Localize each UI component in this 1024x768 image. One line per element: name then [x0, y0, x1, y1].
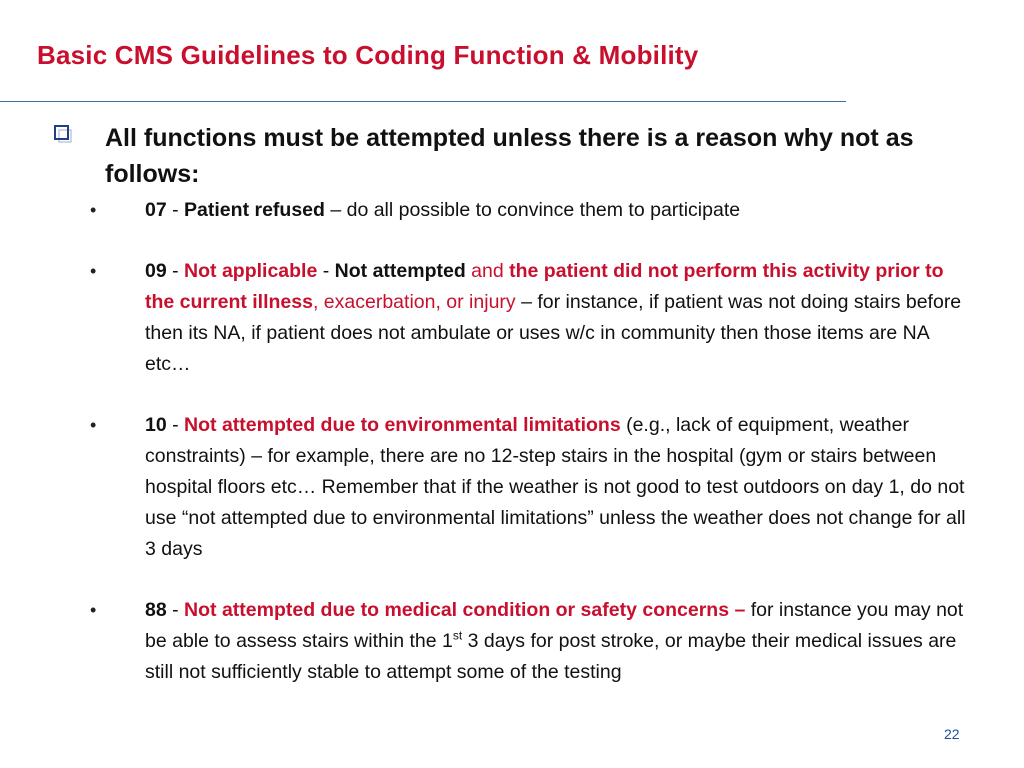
- conjunction: and: [465, 260, 510, 282]
- code-label: Not attempted due to environmental limitations: [184, 414, 621, 436]
- list-item-09: [90, 256, 990, 380]
- separator: -: [166, 599, 185, 621]
- ordinal-suffix: st: [452, 628, 463, 643]
- separator: -: [166, 414, 185, 436]
- code-description: – do all possible to convince them to participate: [324, 199, 741, 221]
- separator: -: [166, 260, 185, 282]
- page-number: 22: [944, 726, 960, 742]
- code-description: for instance you may not be able to assess stairs within the 1: [145, 599, 964, 652]
- slide-title: Basic CMS Guidelines to Coding Function & Mobility: [37, 40, 699, 70]
- code-number: 88: [145, 599, 167, 621]
- code-number: 09: [145, 260, 167, 282]
- list-item-07: [90, 195, 990, 226]
- separator: -: [317, 260, 335, 282]
- dash: –: [729, 599, 746, 621]
- code-description: (e.g., lack of equipment, weather constraints) – for example, there are no 12-step stairs in the hospital (gym or stairs between hospital floors etc… Remember that if the weather is not good to test outdoors on day 1, do not use “not attempted due to environmental limitations” unless the weather does not change for all 3 days: [145, 414, 966, 560]
- list-item-88: [90, 595, 990, 688]
- code-label: Not attempted due to medical condition or safety concerns: [184, 599, 730, 621]
- code-label-secondary: Not attempted: [334, 260, 466, 282]
- list-item-10: [90, 410, 990, 565]
- code-description: – for instance, if patient was not doing stairs before then its NA, if patient does not ambulate or uses w/c in community then those items are NA etc…: [145, 291, 962, 375]
- emphasis-text-normal: , exacerbation, or injury: [312, 291, 516, 313]
- title-divider: [0, 101, 846, 102]
- code-label: Patient refused: [184, 199, 325, 221]
- emphasis-text: the patient did not perform this activity prior to the current illness: [145, 260, 944, 313]
- main-bullet: [54, 120, 974, 192]
- bullet-dot: •: [90, 415, 97, 435]
- checkbox-bullet-icon: [54, 125, 72, 143]
- bullet-dot: •: [90, 261, 97, 281]
- main-bullet-text: All functions must be attempted unless there is a reason why not as follows:: [105, 124, 914, 188]
- code-description-cont: 3 days for post stroke, or maybe their medical issues are still not sufficiently stable to attempt some of the testing: [145, 630, 957, 683]
- code-number: 10: [145, 414, 167, 436]
- code-list: [90, 195, 990, 688]
- bullet-dot: •: [90, 600, 97, 620]
- code-label: Not applicable: [184, 260, 318, 282]
- separator: -: [166, 199, 185, 221]
- code-number: 07: [145, 199, 167, 221]
- bullet-dot: •: [90, 200, 97, 220]
